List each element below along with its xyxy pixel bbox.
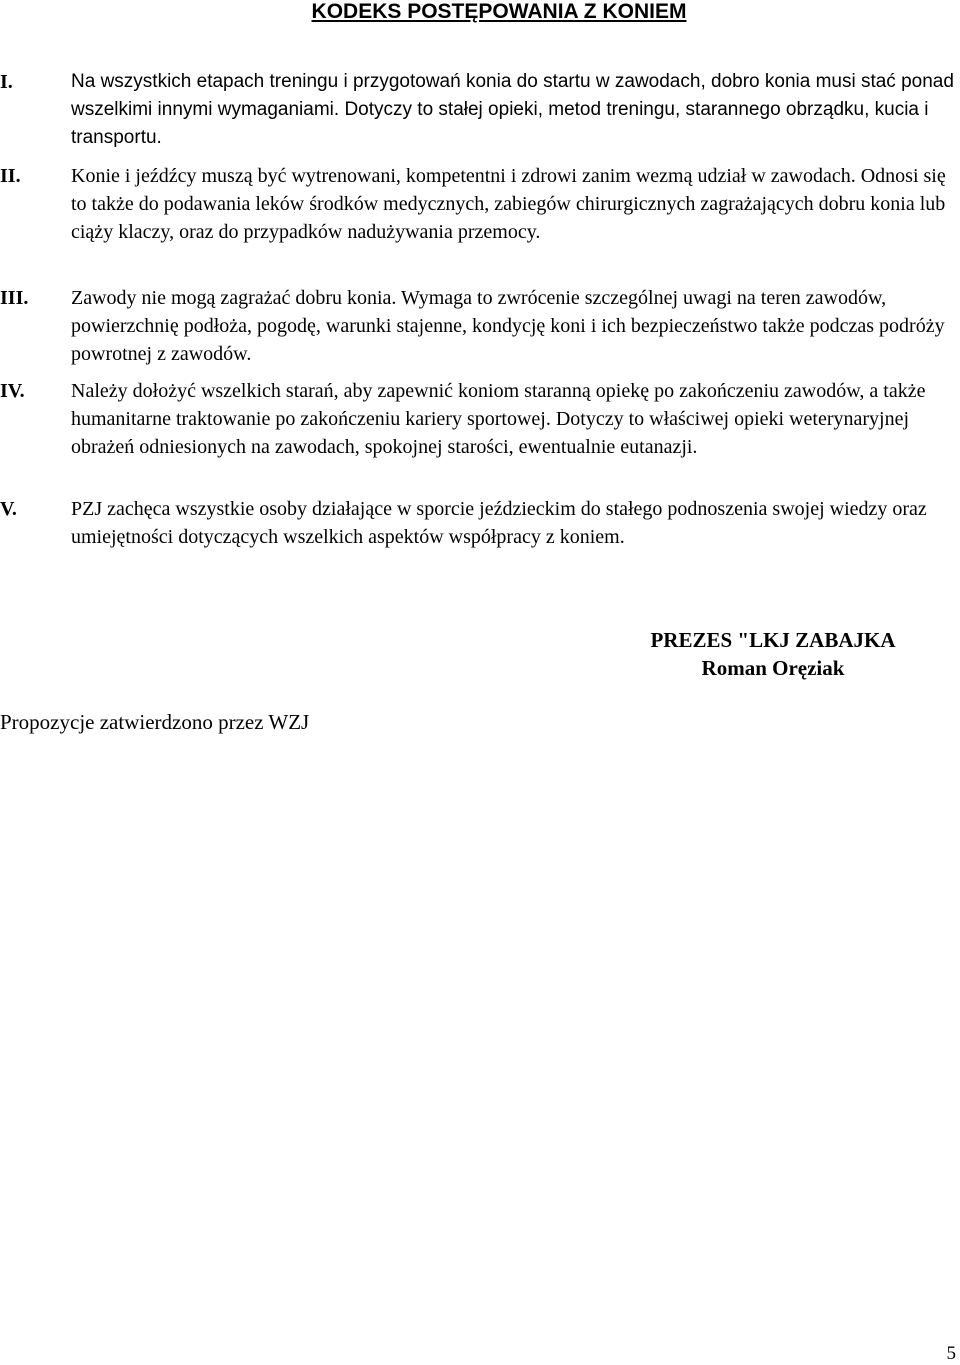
item-number: III.: [0, 287, 29, 309]
page-number: 5: [946, 1343, 956, 1364]
item-text: Konie i jeźdźcy muszą być wytrenowani, kompetentni i zdrowi zanim wezmą udział w zawodach. Odnosi się to także do podawania leków środków medycznych, zabiegów chirurgicznych zagrażających dobru konia lub ciąży klaczy, oraz do przypadków nadużywania przemocy.: [71, 165, 946, 243]
item-number: I.: [0, 71, 13, 93]
item-number: II.: [0, 165, 21, 187]
item-text: Należy dołożyć wszelkich starań, aby zapewnić koniom staranną opiekę po zakończeniu zawodów, a także humanitarne traktowanie po zakończeniu kariery sportowej. Dotyczy to właściwej opieki weterynaryjnej obrażeń odniesionych na zawodach, spokojnej starości, ewentualnie eutanazji.: [71, 380, 926, 458]
item-number: V.: [0, 498, 17, 520]
approval-note: Propozycje zatwierdzono przez WZJ: [0, 710, 310, 734]
document-title: KODEKS POSTĘPOWANIA Z KONIEM: [311, 0, 687, 23]
item-number: IV.: [0, 380, 25, 402]
item-text: Na wszystkich etapach treningu i przygotowań konia do startu w zawodach, dobro konia musi stać ponad wszelkimi innymi wymaganiami. Dotyczy to stałej opieki, metod treningu, starannego obrządku, kucia i transportu.: [71, 71, 954, 148]
item-text: Zawody nie mogą zagrażać dobru konia. Wymaga to zwrócenie szczególnej uwagi na teren zawodów, powierzchnię podłoża, pogodę, warunki stajenne, kondycję koni i ich bezpieczeństwo także podczas podróży powrotnej z zawodów.: [71, 287, 945, 365]
item-text: PZJ zachęca wszystkie osoby działające w sporcie jeździeckim do stałego podnoszenia swojej wiedzy oraz umiejętności dotyczących wszelkich aspektów współpracy z koniem.: [71, 498, 927, 548]
signature-name: Roman Oręziak: [701, 656, 845, 680]
signature-title: PREZES "LKJ ZABAJKA: [650, 628, 896, 652]
